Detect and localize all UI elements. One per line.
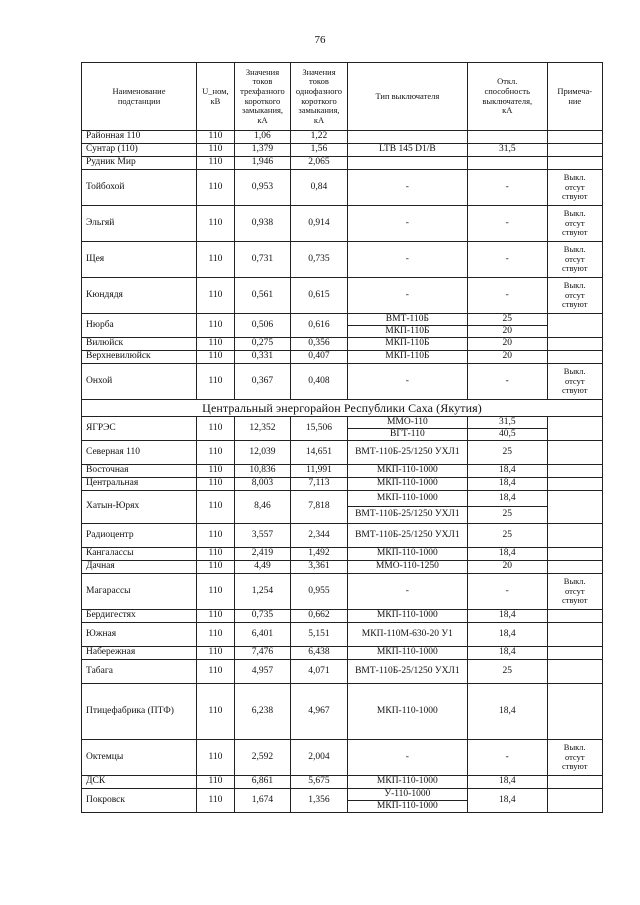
breaker-type-cell: - <box>347 170 467 206</box>
single-phase-current-cell: 0,84 <box>291 170 347 206</box>
voltage-cell: 110 <box>197 789 235 813</box>
three-phase-current-cell: 2,592 <box>234 740 290 776</box>
header-line: кА <box>502 105 513 116</box>
header-line: Откл. <box>497 76 518 87</box>
three-phase-current-cell: 1,06 <box>234 131 290 144</box>
breaking-capacity-cell: 18,4 <box>468 789 548 813</box>
single-phase-current-cell: 4,071 <box>291 660 347 684</box>
breaker-type-cell: МКП-110Б <box>347 338 467 351</box>
breaking-capacity-cell: 31,5 <box>468 144 548 157</box>
breaker-type-cell: МКП-110-1000 <box>347 548 467 561</box>
breaker-type-cell: - <box>347 364 467 400</box>
three-phase-current-cell: 0,275 <box>234 338 290 351</box>
header-line: короткого <box>301 95 337 106</box>
substation-name: Кангалассы <box>82 548 197 561</box>
substation-name: Птицефабрика (ПТФ) <box>82 684 197 740</box>
breaker-type-cell: МКП-110-1000 <box>347 776 467 789</box>
header-line: ние <box>568 95 582 106</box>
breaking-capacity-cell: 18,4 <box>468 548 548 561</box>
table-row <box>82 684 603 740</box>
header-breaking-capacity <box>468 63 548 131</box>
voltage-cell: 110 <box>197 684 235 740</box>
voltage-cell: 110 <box>197 441 235 465</box>
note-line: Выкл. <box>563 172 586 183</box>
note-cell <box>547 206 603 242</box>
breaker-type-cell: ВМТ-110Б-25/1250 УХЛ1 <box>347 524 467 548</box>
breaker-type-cell: ВМТ-110Б-25/1250 УХЛ1 <box>347 441 467 465</box>
note-line: Выкл. <box>563 280 586 291</box>
table-row <box>82 623 603 647</box>
table-row <box>82 441 603 465</box>
voltage-cell: 110 <box>197 776 235 789</box>
single-phase-current-cell: 2,004 <box>291 740 347 776</box>
breaker-type-cell <box>347 157 467 170</box>
breaking-capacity-cell: 18,4 <box>468 684 548 740</box>
substation-name: Рудник Мир <box>82 157 197 170</box>
table-row <box>82 647 603 660</box>
breaker-type-cell: МКП-110-1000 <box>347 465 467 478</box>
table-row <box>82 548 603 561</box>
note-cell <box>547 561 603 574</box>
substation-name: Тойбохой <box>82 170 197 206</box>
three-phase-current-cell: 6,861 <box>234 776 290 789</box>
substation-name: Онхой <box>82 364 197 400</box>
note-cell <box>547 574 603 610</box>
header-line: замыкания, <box>298 105 340 116</box>
voltage-cell: 110 <box>197 417 235 441</box>
voltage-cell: 110 <box>197 647 235 660</box>
note-cell <box>547 417 603 441</box>
breaker-type-cell: МКП-110-1000 <box>347 801 467 813</box>
single-phase-current-cell: 5,675 <box>291 776 347 789</box>
note-line: отсут <box>564 181 585 192</box>
voltage-cell: 110 <box>197 740 235 776</box>
note-cell <box>547 478 603 491</box>
voltage-cell: 110 <box>197 170 235 206</box>
table-row <box>82 789 603 801</box>
substation-name: Бердигестях <box>82 610 197 623</box>
substation-name: Верхневилюйск <box>82 351 197 364</box>
single-phase-current-cell: 15,506 <box>291 417 347 441</box>
note-cell <box>547 610 603 623</box>
three-phase-current-cell: 1,946 <box>234 157 290 170</box>
table-row <box>82 144 603 157</box>
table-row <box>82 131 603 144</box>
header-voltage <box>197 63 235 131</box>
note-cell <box>547 157 603 170</box>
breaking-capacity-cell: 18,4 <box>468 478 548 491</box>
three-phase-current-cell: 12,039 <box>234 441 290 465</box>
note-line: ствуют <box>562 761 588 772</box>
breaking-capacity-cell: 18,4 <box>468 465 548 478</box>
table-row <box>82 417 603 429</box>
breaking-capacity-cell: 18,4 <box>468 623 548 647</box>
note-cell <box>547 491 603 524</box>
voltage-cell: 110 <box>197 338 235 351</box>
note-line: отсут <box>564 375 585 386</box>
three-phase-current-cell: 7,476 <box>234 647 290 660</box>
breaker-type-cell: - <box>347 206 467 242</box>
note-line: Выкл. <box>563 366 586 377</box>
note-cell <box>547 660 603 684</box>
breaking-capacity-cell: 25 <box>468 507 548 524</box>
table-row <box>82 364 603 400</box>
three-phase-current-cell: 8,003 <box>234 478 290 491</box>
note-line: ствуют <box>562 227 588 238</box>
breaker-type-cell: ВГТ-110 <box>347 429 467 441</box>
substation-name: Центральная <box>82 478 197 491</box>
breaker-type-cell <box>347 131 467 144</box>
note-cell <box>547 351 603 364</box>
header-line: замыкания, <box>241 105 284 116</box>
substation-name: ДСК <box>82 776 197 789</box>
single-phase-current-cell: 14,651 <box>291 441 347 465</box>
substation-name: Южная <box>82 623 197 647</box>
table-row <box>82 465 603 478</box>
single-phase-current-cell: 0,616 <box>291 314 347 338</box>
breaking-capacity-cell: - <box>468 206 548 242</box>
breaker-type-cell: ММО-110 <box>347 417 467 429</box>
substation-name: Табага <box>82 660 197 684</box>
substation-name: Районная 110 <box>82 131 197 144</box>
section-row <box>82 400 603 417</box>
breaker-type-cell: МКП-110М-630-20 У1 <box>347 623 467 647</box>
header-line: кВ <box>210 95 221 106</box>
breaking-capacity-cell: 25 <box>468 314 548 326</box>
breaker-type-cell: - <box>347 242 467 278</box>
table-row <box>82 206 603 242</box>
header-line: Примеча- <box>557 85 593 96</box>
breaking-capacity-cell: 20 <box>468 326 548 338</box>
substation-name: Северная 110 <box>82 441 197 465</box>
substation-name: Дачная <box>82 561 197 574</box>
voltage-cell: 110 <box>197 660 235 684</box>
breaking-capacity-cell: 31,5 <box>468 417 548 429</box>
substation-table <box>81 62 603 813</box>
note-cell <box>547 789 603 813</box>
substation-name: Вилюйск <box>82 338 197 351</box>
header-line: токов <box>309 76 329 87</box>
table-row <box>82 170 603 206</box>
voltage-cell: 110 <box>197 623 235 647</box>
note-line: Выкл. <box>563 576 586 587</box>
voltage-cell: 110 <box>197 364 235 400</box>
table-row <box>82 478 603 491</box>
note-cell <box>547 144 603 157</box>
substation-name: Нюрба <box>82 314 197 338</box>
breaker-type-cell: ВМТ-110Б <box>347 314 467 326</box>
single-phase-current-cell: 0,735 <box>291 242 347 278</box>
single-phase-current-cell: 1,22 <box>291 131 347 144</box>
table-row <box>82 524 603 548</box>
breaking-capacity-cell: 20 <box>468 561 548 574</box>
header-note <box>547 63 603 131</box>
note-line: Выкл. <box>563 244 586 255</box>
note-line: ствуют <box>562 595 588 606</box>
table-row <box>82 561 603 574</box>
voltage-cell: 110 <box>197 561 235 574</box>
substation-name: Сунтар (110) <box>82 144 197 157</box>
header-breaker-type <box>347 63 467 131</box>
header-line: выключателя, <box>482 95 533 106</box>
table-row <box>82 610 603 623</box>
single-phase-current-cell: 0,356 <box>291 338 347 351</box>
substation-name: Покровск <box>82 789 197 813</box>
substation-name: Хатын-Юрях <box>82 491 197 524</box>
note-cell <box>547 131 603 144</box>
breaker-type-cell: - <box>347 278 467 314</box>
three-phase-current-cell: 0,731 <box>234 242 290 278</box>
breaker-type-cell: LTB 145 D1/B <box>347 144 467 157</box>
table-row <box>82 574 603 610</box>
breaker-type-cell: МКП-110-1000 <box>347 478 467 491</box>
note-line: отсут <box>564 585 585 596</box>
three-phase-current-cell: 4,49 <box>234 561 290 574</box>
note-cell <box>547 170 603 206</box>
three-phase-current-cell: 12,352 <box>234 417 290 441</box>
breaker-type-cell: ВМТ-110Б-25/1250 УХЛ1 <box>347 660 467 684</box>
note-line: Выкл. <box>563 742 586 753</box>
single-phase-current-cell: 2,344 <box>291 524 347 548</box>
note-line: Выкл. <box>563 208 586 219</box>
table-row <box>82 314 603 326</box>
breaking-capacity-cell: - <box>468 242 548 278</box>
table-header <box>82 63 603 131</box>
breaking-capacity-cell <box>468 157 548 170</box>
note-cell <box>547 776 603 789</box>
header-line: подстанции <box>117 95 161 106</box>
note-cell <box>547 684 603 740</box>
breaker-type-cell: - <box>347 574 467 610</box>
note-cell <box>547 548 603 561</box>
breaking-capacity-cell: 18,4 <box>468 776 548 789</box>
three-phase-current-cell: 0,561 <box>234 278 290 314</box>
table-row <box>82 338 603 351</box>
breaker-type-cell: ММО-110-1250 <box>347 561 467 574</box>
breaker-type-cell: МКП-110-1000 <box>347 610 467 623</box>
breaking-capacity-cell: 20 <box>468 338 548 351</box>
header-line: Наименование <box>112 85 166 96</box>
note-cell <box>547 623 603 647</box>
breaking-capacity-cell: 25 <box>468 441 548 465</box>
note-line: ствуют <box>562 299 588 310</box>
voltage-cell: 110 <box>197 478 235 491</box>
breaking-capacity-cell: - <box>468 574 548 610</box>
page-number: 76 <box>314 34 326 46</box>
voltage-cell: 110 <box>197 465 235 478</box>
voltage-cell: 110 <box>197 157 235 170</box>
voltage-cell: 110 <box>197 278 235 314</box>
three-phase-current-cell: 1,254 <box>234 574 290 610</box>
three-phase-current-cell: 0,735 <box>234 610 290 623</box>
three-phase-current-cell: 0,367 <box>234 364 290 400</box>
note-line: ствуют <box>562 385 588 396</box>
three-phase-current-cell: 6,238 <box>234 684 290 740</box>
note-cell <box>547 524 603 548</box>
breaking-capacity-cell: - <box>468 170 548 206</box>
three-phase-current-cell: 0,953 <box>234 170 290 206</box>
note-cell <box>547 647 603 660</box>
three-phase-current-cell: 6,401 <box>234 623 290 647</box>
breaking-capacity-cell: 25 <box>468 524 548 548</box>
voltage-cell: 110 <box>197 206 235 242</box>
voltage-cell: 110 <box>197 610 235 623</box>
voltage-cell: 110 <box>197 491 235 524</box>
table-row <box>82 351 603 364</box>
single-phase-current-cell: 5,151 <box>291 623 347 647</box>
header-line: кА <box>257 114 268 125</box>
breaking-capacity-cell: 25 <box>468 660 548 684</box>
header-single-phase-current <box>291 63 347 131</box>
note-line: ствуют <box>562 191 588 202</box>
single-phase-current-cell: 0,407 <box>291 351 347 364</box>
three-phase-current-cell: 0,938 <box>234 206 290 242</box>
breaker-type-cell: ВМТ-110Б-25/1250 УХЛ1 <box>347 507 467 524</box>
note-line: отсут <box>564 751 585 762</box>
breaker-type-cell: МКП-110Б <box>347 326 467 338</box>
note-cell <box>547 441 603 465</box>
single-phase-current-cell: 0,615 <box>291 278 347 314</box>
substation-name: Эльгяй <box>82 206 197 242</box>
breaking-capacity-cell: 18,4 <box>468 610 548 623</box>
breaker-type-cell: У-110-1000 <box>347 789 467 801</box>
single-phase-current-cell: 7,818 <box>291 491 347 524</box>
header-line: кА <box>313 114 325 125</box>
three-phase-current-cell: 2,419 <box>234 548 290 561</box>
breaker-type-cell: МКП-110Б <box>347 351 467 364</box>
voltage-cell: 110 <box>197 524 235 548</box>
table-row <box>82 157 603 170</box>
voltage-cell: 110 <box>197 574 235 610</box>
voltage-cell: 110 <box>197 242 235 278</box>
breaking-capacity-cell: 18,4 <box>468 491 548 507</box>
single-phase-current-cell: 11,991 <box>291 465 347 478</box>
single-phase-current-cell: 0,662 <box>291 610 347 623</box>
single-phase-current-cell: 1,356 <box>291 789 347 813</box>
table-row <box>82 242 603 278</box>
single-phase-current-cell: 3,361 <box>291 561 347 574</box>
breaker-type-cell: МКП-110-1000 <box>347 491 467 507</box>
note-line: отсут <box>564 217 585 228</box>
header-three-phase-current <box>234 63 290 131</box>
note-cell <box>547 314 603 338</box>
header-line: способность <box>484 85 530 96</box>
three-phase-current-cell: 0,506 <box>234 314 290 338</box>
note-line: отсут <box>564 289 585 300</box>
note-cell <box>547 338 603 351</box>
substation-name: Магарассы <box>82 574 197 610</box>
single-phase-current-cell: 7,113 <box>291 478 347 491</box>
header-line: короткого <box>244 95 281 106</box>
three-phase-current-cell: 3,557 <box>234 524 290 548</box>
three-phase-current-cell: 1,379 <box>234 144 290 157</box>
table-row <box>82 491 603 507</box>
three-phase-current-cell: 0,331 <box>234 351 290 364</box>
single-phase-current-cell: 1,492 <box>291 548 347 561</box>
section-title: Центральный энергорайон Республики Саха (Якутия) <box>82 400 603 417</box>
breaking-capacity-cell: - <box>468 278 548 314</box>
substation-name: Кюндядя <box>82 278 197 314</box>
note-cell <box>547 465 603 478</box>
voltage-cell: 110 <box>197 131 235 144</box>
substation-name: Октемцы <box>82 740 197 776</box>
single-phase-current-cell: 0,914 <box>291 206 347 242</box>
note-cell <box>547 278 603 314</box>
voltage-cell: 110 <box>197 314 235 338</box>
voltage-cell: 110 <box>197 351 235 364</box>
table-row <box>82 776 603 789</box>
breaking-capacity-cell: - <box>468 364 548 400</box>
header-line: Тип выключателя <box>375 90 440 101</box>
single-phase-current-cell: 0,408 <box>291 364 347 400</box>
breaking-capacity-cell: 40,5 <box>468 429 548 441</box>
substation-name: Щея <box>82 242 197 278</box>
table-row <box>82 278 603 314</box>
breaking-capacity-cell: 20 <box>468 351 548 364</box>
header-line: U_ном, <box>202 85 229 96</box>
single-phase-current-cell: 0,955 <box>291 574 347 610</box>
voltage-cell: 110 <box>197 144 235 157</box>
single-phase-current-cell: 6,438 <box>291 647 347 660</box>
breaking-capacity-cell: - <box>468 740 548 776</box>
table-row <box>82 740 603 776</box>
header-name <box>82 63 197 131</box>
substation-name: Набережная <box>82 647 197 660</box>
three-phase-current-cell: 10,836 <box>234 465 290 478</box>
three-phase-current-cell: 8,46 <box>234 491 290 524</box>
breaker-type-cell: - <box>347 740 467 776</box>
single-phase-current-cell: 2,065 <box>291 157 347 170</box>
note-cell <box>547 242 603 278</box>
header-line: Значения <box>245 66 280 77</box>
breaker-type-cell: МКП-110-1000 <box>347 684 467 740</box>
header-line: токов <box>252 76 273 87</box>
substation-name: Восточная <box>82 465 197 478</box>
note-cell <box>547 364 603 400</box>
note-line: отсут <box>564 253 585 264</box>
voltage-cell: 110 <box>197 548 235 561</box>
three-phase-current-cell: 4,957 <box>234 660 290 684</box>
three-phase-current-cell: 1,674 <box>234 789 290 813</box>
breaking-capacity-cell <box>468 131 548 144</box>
breaking-capacity-cell: 18,4 <box>468 647 548 660</box>
header-line: Значения <box>302 66 336 77</box>
header-line: трехфазного <box>240 85 285 96</box>
single-phase-current-cell: 1,56 <box>291 144 347 157</box>
single-phase-current-cell: 4,967 <box>291 684 347 740</box>
table-row <box>82 660 603 684</box>
table-body <box>82 131 603 813</box>
substation-name: ЯГРЭС <box>82 417 197 441</box>
header-line: однофазного <box>295 85 342 96</box>
substation-name: Радиоцентр <box>82 524 197 548</box>
note-cell <box>547 740 603 776</box>
note-line: ствуют <box>562 263 588 274</box>
breaker-type-cell: МКП-110-1000 <box>347 647 467 660</box>
